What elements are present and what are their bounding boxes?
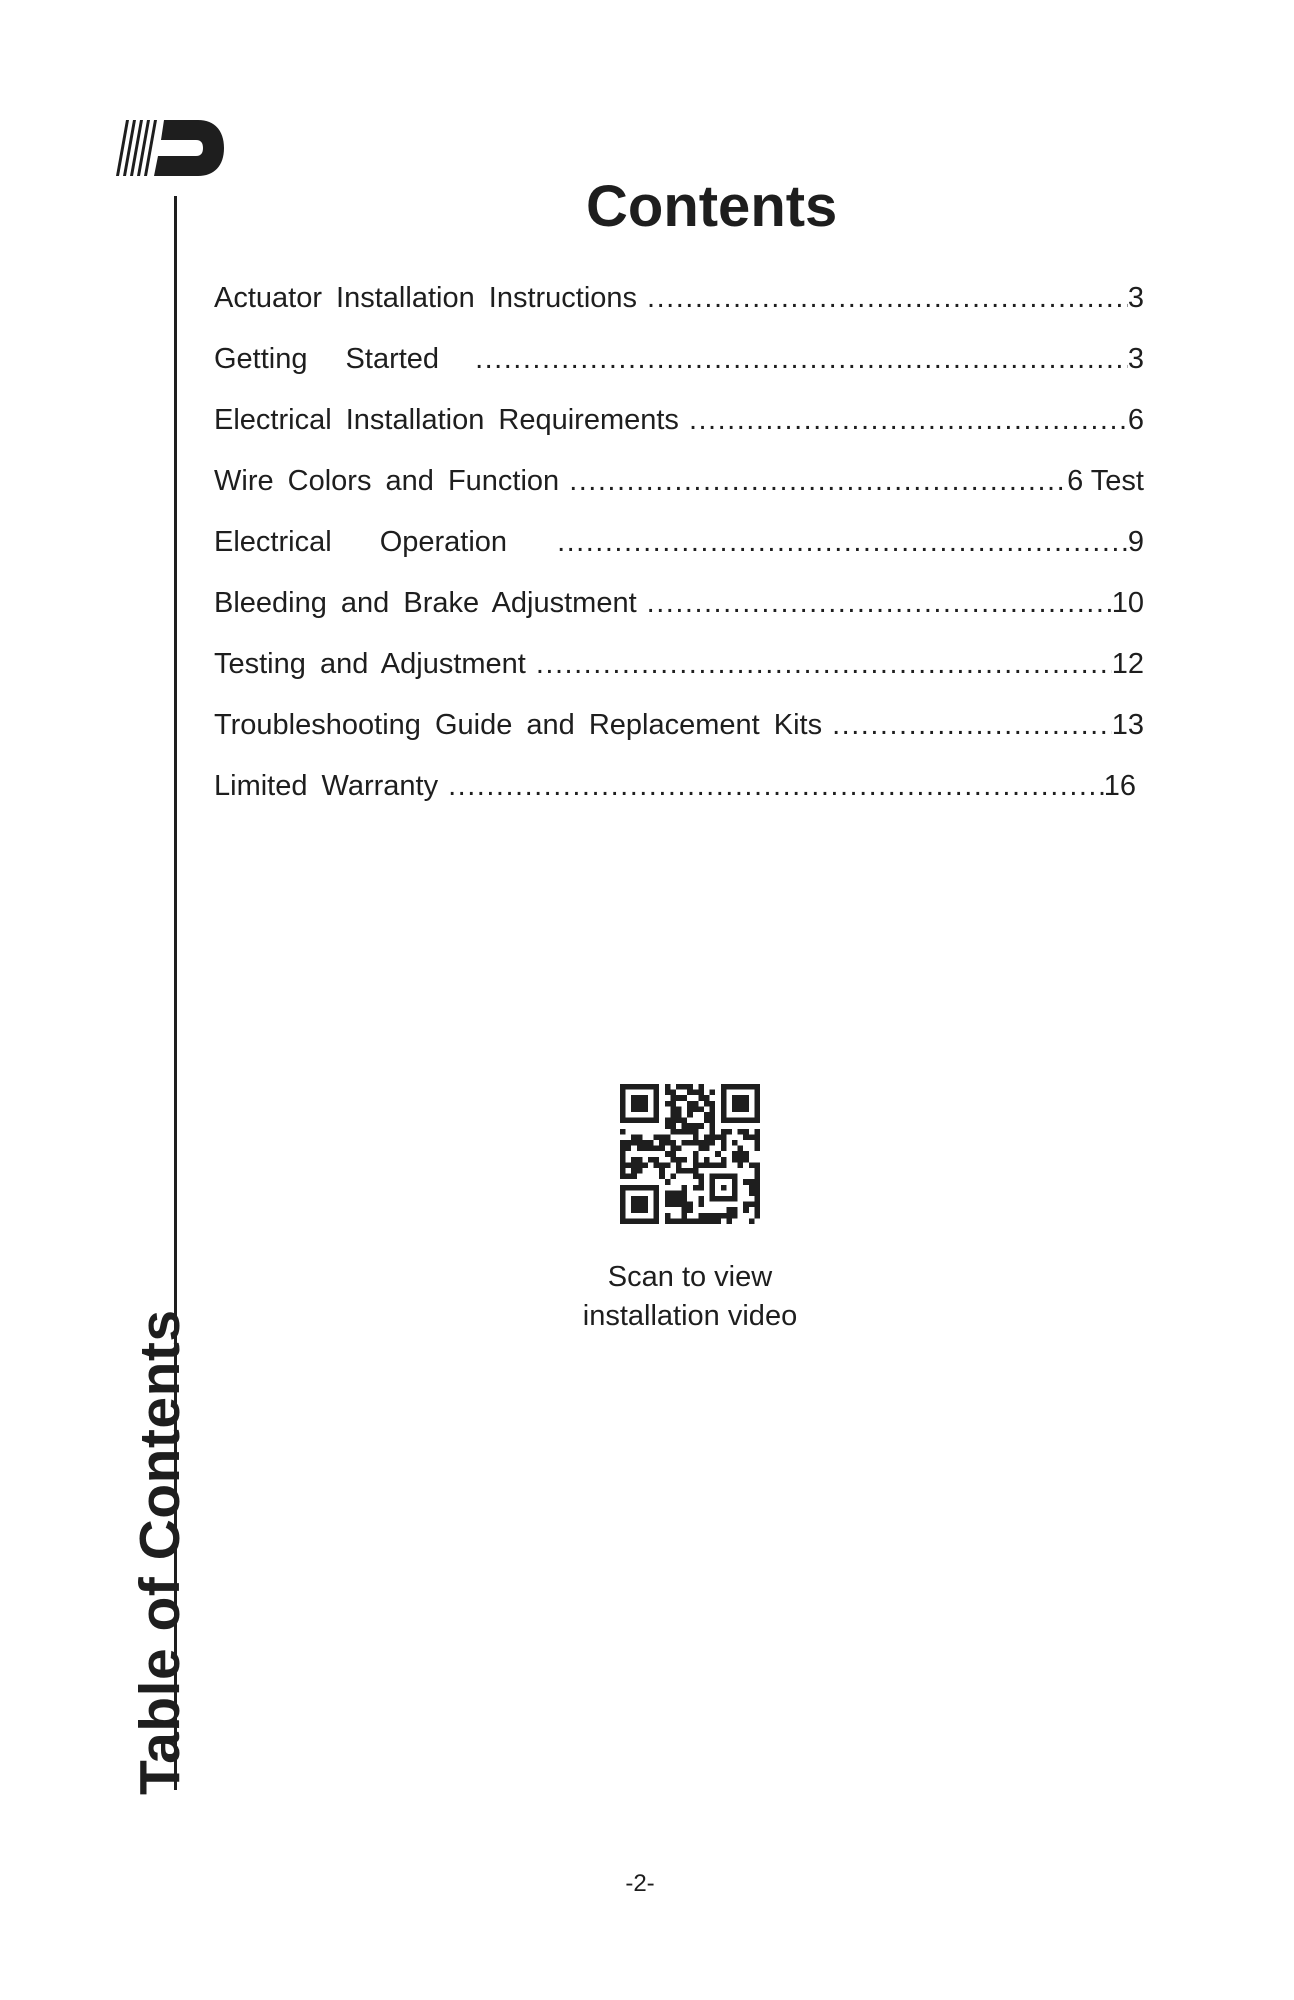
dexter-d-logo-icon	[116, 120, 224, 176]
toc-entry-title: Wire Colors and Function	[214, 465, 560, 497]
toc-entry-title: Testing and Adjustment	[214, 648, 526, 680]
toc-entry-title: Troubleshooting Guide and Replacement Kits	[214, 709, 823, 741]
toc-entry-title: Getting Started	[214, 343, 440, 375]
toc-entry[interactable]	[214, 703, 1144, 764]
dot-leader	[647, 276, 1128, 320]
toc-entry[interactable]	[214, 764, 1136, 825]
toc-entry[interactable]	[214, 642, 1144, 703]
dot-leader	[557, 520, 1128, 564]
toc-entry-page: 16	[1103, 770, 1136, 802]
toc-entry-title: Electrical Operation	[214, 526, 508, 558]
dot-leader	[647, 581, 1112, 625]
toc-entry[interactable]	[214, 520, 1144, 581]
toc-entry-page: 6 Test	[1067, 465, 1144, 497]
toc-entry-title: Bleeding and Brake Adjustment	[214, 587, 637, 619]
toc-entry[interactable]	[214, 337, 1144, 398]
qr-caption-line: Scan to view	[607, 1261, 773, 1293]
qr-caption	[540, 1258, 840, 1336]
toc-entry-title: Limited Warranty	[214, 770, 439, 802]
table-of-contents	[214, 276, 1144, 825]
qr-caption-line: installation video	[582, 1300, 798, 1332]
dot-leader	[536, 642, 1112, 686]
toc-entry-title: Electrical Installation Requirements	[214, 404, 679, 436]
toc-entry[interactable]	[214, 276, 1144, 337]
dot-leader	[689, 398, 1128, 442]
toc-entry-page: 9	[1127, 526, 1144, 558]
dot-leader	[475, 337, 1128, 381]
toc-entry-page: 13	[1111, 709, 1144, 741]
toc-entry-title: Actuator Installation Instructions	[214, 282, 638, 314]
toc-entry-page: 10	[1111, 587, 1144, 619]
toc-entry-page: 6	[1127, 404, 1144, 436]
toc-entry[interactable]	[214, 398, 1144, 459]
dot-leader	[832, 703, 1112, 747]
page-title: Contents	[586, 174, 838, 239]
toc-entry-page: 3	[1127, 282, 1144, 314]
dot-leader	[569, 459, 1067, 503]
page-number: -2-	[625, 1870, 655, 1897]
sidebar-title: Table of Contents	[128, 1309, 192, 1795]
dot-leader	[448, 764, 1104, 808]
toc-entry-page: 12	[1111, 648, 1144, 680]
toc-entry[interactable]	[214, 581, 1144, 642]
qr-code-icon[interactable]	[620, 1084, 760, 1224]
toc-entry[interactable]	[214, 459, 1144, 520]
toc-entry-page: 3	[1127, 343, 1144, 375]
